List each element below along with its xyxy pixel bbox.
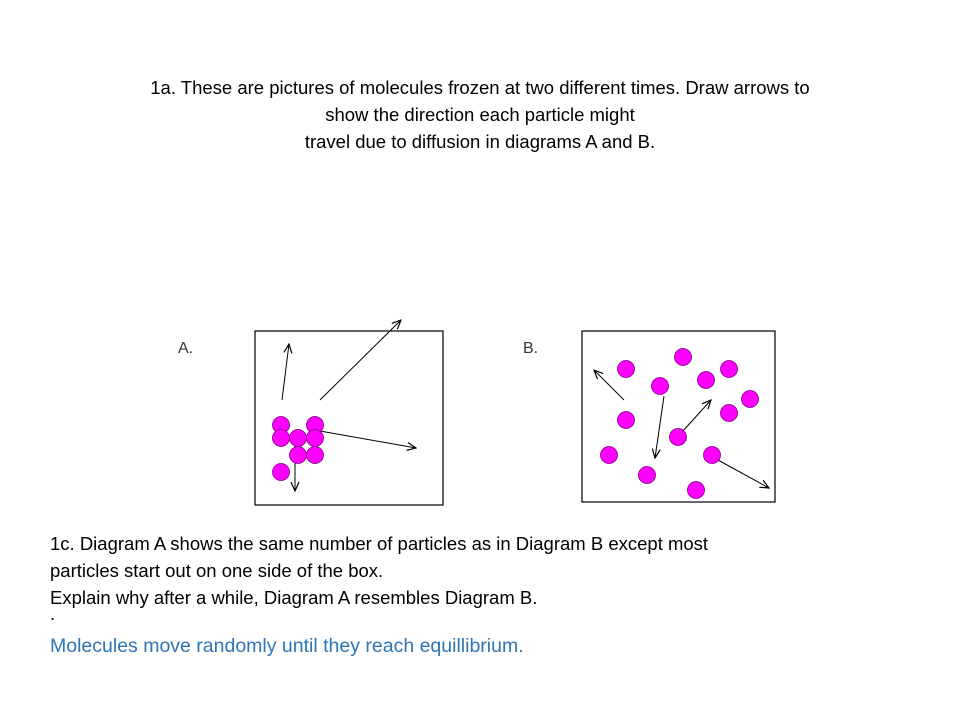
particle [652, 378, 669, 395]
particle [704, 447, 721, 464]
arrow-b-downright [718, 460, 769, 488]
question-1c [50, 530, 910, 611]
arrow-b-down [655, 396, 664, 458]
particle [639, 467, 656, 484]
particle [670, 429, 687, 446]
particle [601, 447, 618, 464]
arrow-a-up [282, 344, 289, 400]
diagram-a-label: A. [178, 340, 194, 357]
particle [290, 430, 307, 447]
question-line-1: 1c. Diagram A shows the same number of particles as in Diagram B except most [50, 533, 709, 554]
particle [742, 391, 759, 408]
arrow-a-diagonal [320, 320, 401, 400]
title-line-2: show the direction each particle might [325, 104, 635, 125]
particle [618, 361, 635, 378]
particle [698, 372, 715, 389]
title-line-1: 1a. These are pictures of molecules frozen at two different times. Draw arrows to [150, 77, 810, 98]
arrow-a-right [320, 431, 416, 448]
answer-text: Molecules move randomly until they reach equillibrium. [50, 635, 524, 657]
particle [721, 361, 738, 378]
particle [290, 447, 307, 464]
diffusion-diagrams [0, 300, 960, 520]
particle [307, 430, 324, 447]
diagram-b-label: B. [523, 340, 539, 357]
particle [307, 447, 324, 464]
question-line-3: Explain why after a while, Diagram A resembles Diagram B. [50, 587, 538, 608]
title-line-3: travel due to diffusion in diagrams A and B. [304, 131, 656, 152]
question-dot: . [50, 603, 56, 624]
diagram-a-particles [273, 417, 324, 481]
particle [273, 464, 290, 481]
particle [675, 349, 692, 366]
particle [721, 405, 738, 422]
arrow-b-upright [682, 400, 711, 432]
question-title [60, 74, 900, 155]
particle [618, 412, 635, 429]
particle [688, 482, 705, 499]
diagram-b-particles [601, 349, 759, 499]
question-line-2: particles start out on one side of the box. [50, 560, 384, 581]
particle [273, 430, 290, 447]
